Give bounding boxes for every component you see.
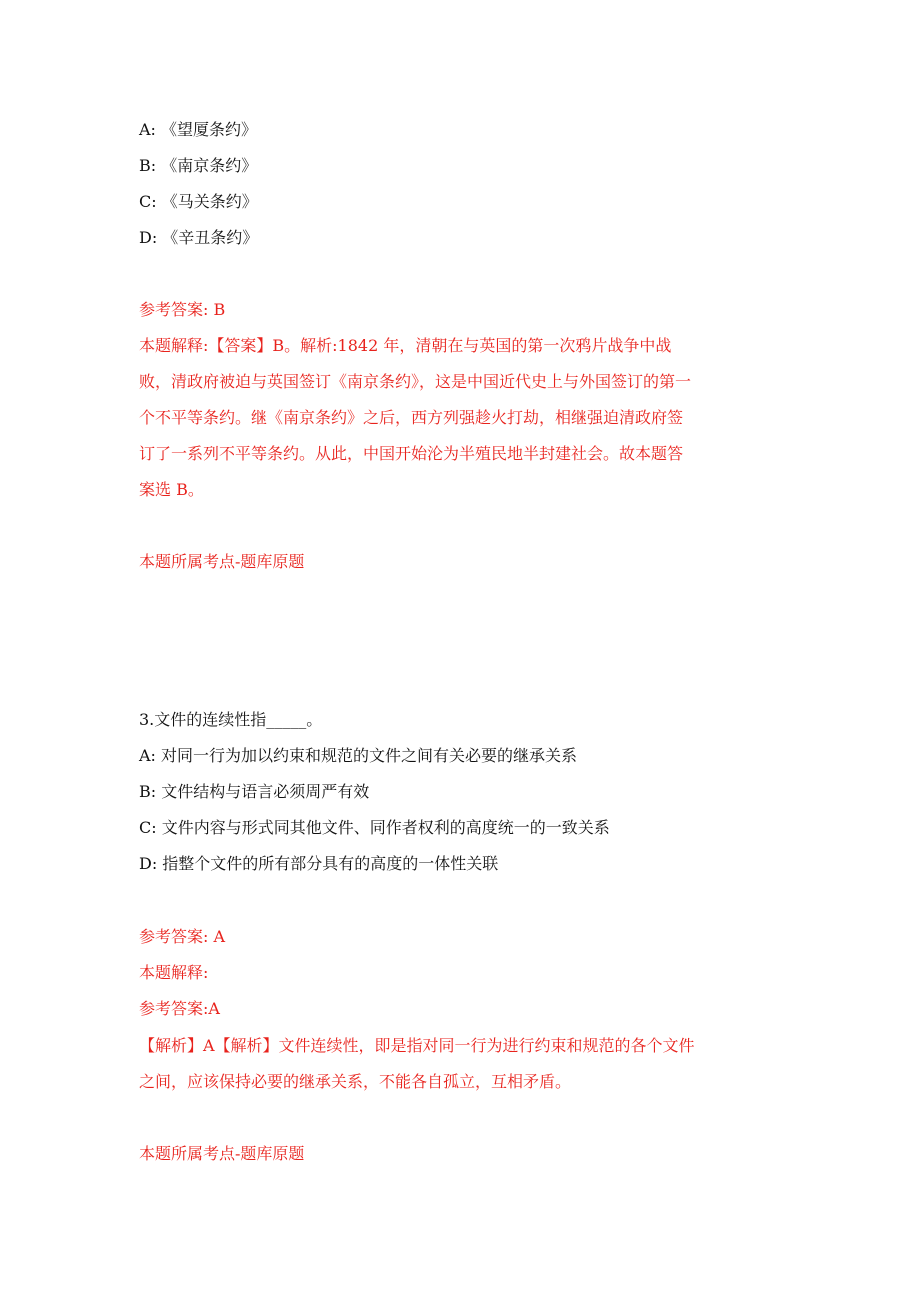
- q2-answer: 参考答案: B: [139, 300, 226, 319]
- q3-explanation-line: 【解析】A【解析】文件连续性，即是指对同一行为进行约束和规范的各个文件: [139, 1036, 695, 1055]
- q3-option-c: C: 文件内容与形式同其他文件、同作者权利的高度统一的一致关系: [139, 818, 610, 837]
- q3-explanation-label: 本题解释:: [139, 963, 209, 982]
- q2-explanation-line: 败，清政府被迫与英国签订《南京条约》，这是中国近代史上与外国签订的第一: [139, 372, 692, 391]
- q2-explanation-line: 本题解释:【答案】B。解析:1842 年，清朝在与英国的第一次鸦片战争中战: [139, 336, 672, 355]
- q2-option-d: D: 《辛丑条约》: [139, 228, 259, 247]
- q2-explanation-line: 个不平等条约。继《南京条约》之后，西方列强趁火打劫，相继强迫清政府签: [139, 408, 684, 427]
- q3-source: 本题所属考点-题库原题: [139, 1144, 305, 1163]
- q3-option-a: A: 对同一行为加以约束和规范的文件之间有关必要的继承关系: [139, 746, 578, 765]
- q2-option-a: A: 《望厦条约》: [139, 120, 258, 139]
- q2-explanation-line: 订了一系列不平等条约。从此，中国开始沦为半殖民地半封建社会。故本题答: [139, 444, 684, 463]
- q3-answer: 参考答案: A: [139, 927, 226, 946]
- q2-option-b: B: 《南京条约》: [139, 156, 258, 175]
- q3-option-d: D: 指整个文件的所有部分具有的高度的一体性关联: [139, 854, 499, 873]
- q2-source: 本题所属考点-题库原题: [139, 552, 305, 571]
- q3-explanation-line: 之间，应该保持必要的继承关系，不能各自孤立，互相矛盾。: [139, 1072, 572, 1091]
- q3-question: 3.文件的连续性指_____。: [139, 710, 323, 729]
- q3-answer-again: 参考答案:A: [139, 999, 220, 1018]
- q2-explanation-line: 案选 B。: [139, 480, 204, 499]
- q3-option-b: B: 文件结构与语言必须周严有效: [139, 782, 370, 801]
- q2-option-c: C: 《马关条约》: [139, 192, 258, 211]
